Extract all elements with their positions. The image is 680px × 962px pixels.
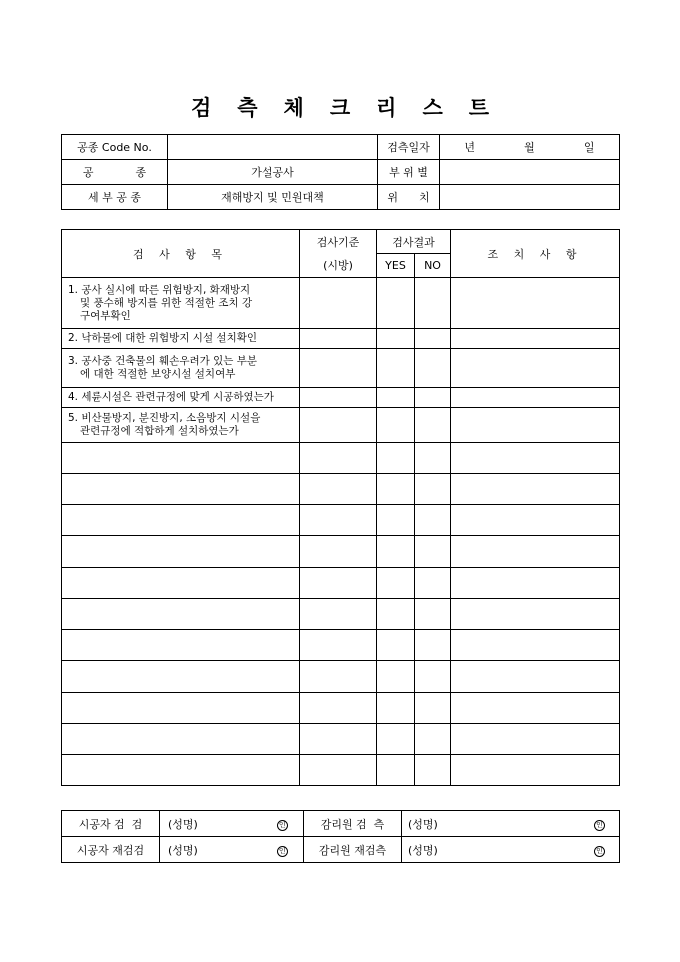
action-cell[interactable] [451,388,620,408]
table-row [62,388,620,408]
action-cell[interactable] [451,661,620,693]
action-cell[interactable] [451,630,620,661]
item-cell[interactable] [62,568,300,599]
no-cell[interactable] [415,349,451,388]
location-label: 위 치 [378,185,440,210]
title-char: 리 [376,95,397,120]
title-char: 측 [237,95,258,120]
supervisor-inspect-label: 감리원 검 측 [304,811,402,837]
item-text: 2. 낙하물에 대한 위험방지 시설 설치확인 [62,329,300,349]
standard-cell[interactable] [300,408,377,443]
date-day: 일 [560,135,620,160]
action-cell[interactable] [451,724,620,755]
name-label: (성명) [402,811,510,837]
no-cell[interactable] [415,693,451,724]
no-cell[interactable] [415,724,451,755]
yes-cell[interactable] [377,568,415,599]
yes-cell[interactable] [377,388,415,408]
table-row [62,724,620,755]
detail-value: 재해방지 및 민원대책 [168,185,378,210]
supervisor-reinspect-label: 감리원 재검측 [304,837,402,863]
title-char: 크 [329,95,351,120]
standard-cell[interactable] [300,388,377,408]
work-type-value: 가설공사 [168,160,378,185]
no-cell[interactable] [415,755,451,786]
part-label: 부 위 별 [378,160,440,185]
seal-cell [262,837,304,863]
seal-cell [510,837,620,863]
standard-cell[interactable] [300,630,377,661]
standard-cell[interactable] [300,329,377,349]
yes-cell[interactable] [377,474,415,505]
table-row [62,329,620,349]
no-cell[interactable] [415,661,451,693]
contractor-inspect-label: 시공자 검 검 [62,811,160,837]
no-cell[interactable] [415,474,451,505]
yes-cell[interactable] [377,443,415,474]
no-cell[interactable] [415,388,451,408]
standard-cell[interactable] [300,505,377,536]
action-cell[interactable] [451,568,620,599]
no-cell[interactable] [415,329,451,349]
action-cell[interactable] [451,278,620,329]
title-char: 스 [422,95,443,120]
standard-cell[interactable] [300,724,377,755]
table-row [62,443,620,474]
code-label: 공종 Code No. [62,135,168,160]
standard-cell[interactable] [300,278,377,329]
standard-cell[interactable] [300,755,377,786]
yes-cell[interactable] [377,724,415,755]
table-row [62,599,620,630]
action-cell[interactable] [451,349,620,388]
yes-cell[interactable] [377,599,415,630]
yes-cell[interactable] [377,536,415,568]
table-row [62,505,620,536]
contractor-reinspect-label: 시공자 재검검 [62,837,160,863]
action-cell[interactable] [451,474,620,505]
item-cell[interactable] [62,630,300,661]
seal-icon: 인 [594,820,605,831]
standard-cell[interactable] [300,443,377,474]
seal-icon: 인 [277,846,288,857]
item-text: 5. 비산물방지, 분진방지, 소음방지 시설을 관련규정에 적합하게 설치하였는가 [62,408,300,443]
action-cell[interactable] [451,408,620,443]
seal-icon: 인 [594,846,605,857]
seal-cell [510,811,620,837]
name-label: (성명) [402,837,510,863]
table-row [62,349,620,388]
standard-cell[interactable] [300,349,377,388]
checklist-table [61,229,620,786]
table-row [62,536,620,568]
standard-cell[interactable] [300,599,377,630]
action-cell[interactable] [451,536,620,568]
standard-cell[interactable] [300,536,377,568]
location-value-cell[interactable] [440,185,620,210]
no-cell[interactable] [415,443,451,474]
title-char: 체 [283,95,304,120]
seal-icon: 인 [277,820,288,831]
date-month: 월 [500,135,560,160]
action-cell[interactable] [451,505,620,536]
detail-label: 세 부 공 종 [62,185,168,210]
no-cell[interactable] [415,536,451,568]
title-char: 트 [468,95,490,120]
item-text: 1. 공사 실시에 따른 위험방지, 화재방지 및 풍수해 방지를 위한 적절한 조치 강 구여부확인 [62,278,300,329]
action-cell[interactable] [451,329,620,349]
col-standard-sub: (시방) [300,254,377,278]
part-value-cell[interactable] [440,160,620,185]
document-title [0,92,680,122]
action-cell[interactable] [451,599,620,630]
item-cell[interactable] [62,755,300,786]
yes-cell[interactable] [377,661,415,693]
yes-cell[interactable] [377,278,415,329]
no-cell[interactable] [415,630,451,661]
yes-cell[interactable] [377,408,415,443]
name-label: (성명) [160,837,262,863]
col-standard-header: 검사기준 [300,230,377,254]
no-cell[interactable] [415,505,451,536]
yes-cell[interactable] [377,755,415,786]
item-cell[interactable] [62,724,300,755]
yes-cell[interactable] [377,693,415,724]
info-table [61,134,620,210]
table-row [62,755,620,786]
table-row [62,278,620,329]
no-cell[interactable] [415,278,451,329]
title-char: 검 [190,95,212,120]
yes-cell[interactable] [377,630,415,661]
table-row [62,568,620,599]
item-cell[interactable] [62,536,300,568]
signature-table [61,810,620,863]
standard-cell[interactable] [300,693,377,724]
date-year: 년 [440,135,500,160]
seal-cell [262,811,304,837]
col-action-header: 조 치 사 항 [451,230,620,278]
table-row [62,693,620,724]
item-cell[interactable] [62,474,300,505]
item-cell[interactable] [62,443,300,474]
yes-cell[interactable] [377,505,415,536]
no-cell[interactable] [415,408,451,443]
date-label: 검측일자 [378,135,440,160]
standard-cell[interactable] [300,661,377,693]
yes-cell[interactable] [377,329,415,349]
action-cell[interactable] [451,443,620,474]
col-no-header: NO [415,254,451,278]
table-row [62,630,620,661]
item-cell[interactable] [62,693,300,724]
standard-cell[interactable] [300,474,377,505]
item-text: 4. 세륜시설은 관련규정에 맞게 시공하였는가 [62,388,300,408]
code-value-cell[interactable] [168,135,378,160]
item-text: 3. 공사중 건축물의 훼손우려가 있는 부분 에 대한 적절한 보양시설 설치여부 [62,349,300,388]
work-type-label: 공 종 [62,160,168,185]
col-yes-header: YES [377,254,415,278]
name-label: (성명) [160,811,262,837]
col-result-header: 검사결과 [377,230,451,254]
item-cell[interactable] [62,661,300,693]
table-row [62,661,620,693]
no-cell[interactable] [415,599,451,630]
item-cell[interactable] [62,599,300,630]
table-row [62,408,620,443]
item-cell[interactable] [62,505,300,536]
yes-cell[interactable] [377,349,415,388]
table-row [62,474,620,505]
col-item-header: 검 사 항 목 [62,230,300,278]
no-cell[interactable] [415,568,451,599]
action-cell[interactable] [451,755,620,786]
standard-cell[interactable] [300,568,377,599]
action-cell[interactable] [451,693,620,724]
